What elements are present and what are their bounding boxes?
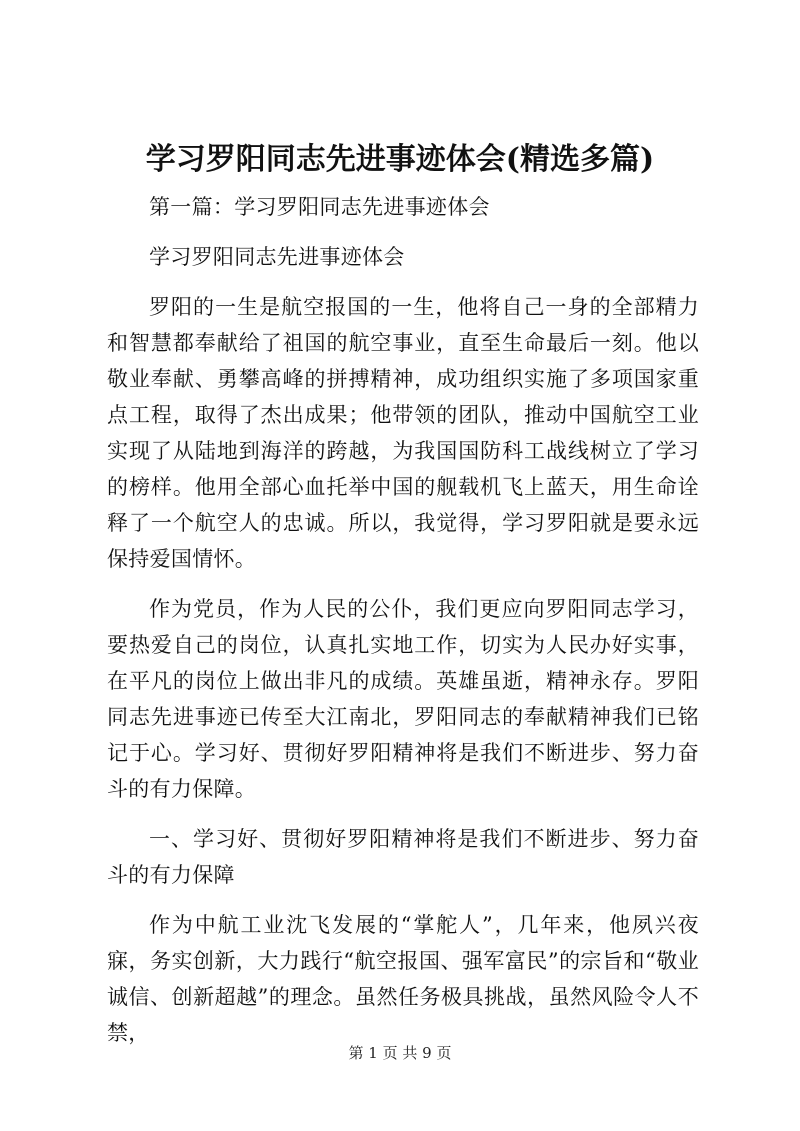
section-heading: 第一篇：学习罗阳同志先进事迹体会 [149,195,490,219]
document-title: 学习罗阳同志先进事迹体会(精选多篇) [145,142,655,177]
document-body [107,189,699,1051]
body-paragraph: 罗阳的一生是航空报国的一生，他将自己一身的全部精力和智慧都奉献给了祖国的航空事业，直至生命最后一刻。他以敬业奉献、勇攀高峰的拼搏精神，成功组织实施了多项国家重点工程，取得了杰出成果；他带领的团队，推动中国航空工业实现了从陆地到海洋的跨越，为我国国防科工战线树立了学习的榜样。他用全部心血托举中国的舰载机飞上蓝天，用生命诠释了一个航空人的忠诚。所以，我觉得，学习罗阳就是要永远保持爱国情怀。 [107,295,699,571]
numbered-heading: 一、学习好、贯彻好罗阳精神将是我们不断进步、努力奋斗的有力保障 [107,827,699,887]
body-paragraph: 作为中航工业沈飞发展的“掌舵人”，几年来，他夙兴夜寐，务实创新，大力践行“航空报国、强军富民”的宗旨和“敬业诚信、创新超越”的理念。虽然任务极具挑战，虽然风险令人不禁， [107,913,699,1045]
body-paragraph: 作为党员，作为人民的公仆，我们更应向罗阳同志学习，要热爱自己的岗位，认真扎实地工作，切实为人民办好实事，在平凡的岗位上做出非凡的成绩。英雄虽逝，精神永存。罗阳同志先进事迹已传至大江南北，罗阳同志的奉献精神我们已铭记于心。学习好、贯彻好罗阳精神将是我们不断进步、努力奋斗的有力保障。 [107,597,699,801]
subheading: 学习罗阳同志先进事迹体会 [149,245,405,269]
page-footer: 第 1 页 共 9 页 [348,1044,452,1062]
